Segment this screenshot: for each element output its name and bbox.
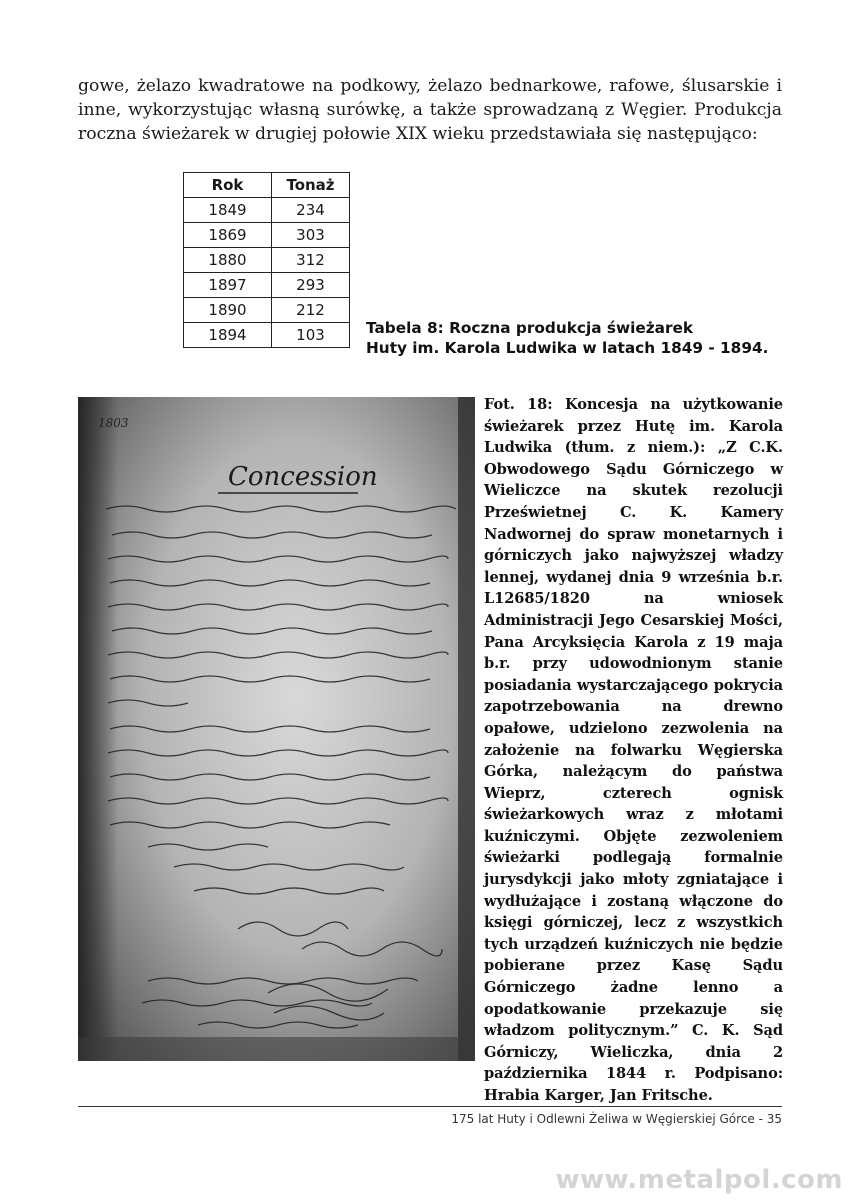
header-year: Rok — [184, 173, 272, 198]
document-scan-image — [78, 397, 475, 1061]
table-caption-line-1: Tabela 8: Roczna produkcja świeżarek — [366, 319, 694, 337]
production-table — [183, 172, 350, 348]
table-row — [184, 198, 350, 223]
cell-year: 1869 — [184, 223, 272, 248]
photo-caption: Fot. 18: Koncesja na użytkowanie świeżarek przez Hutę im. Karola Ludwika (tłum. z niem.): „Z C.K. Obwodowego Sądu Górniczego w Wieliczce na skutek rezolucji Prześwietnej C. K. Kamery Nadwornej do spraw monetarnych i górniczych jako najwyższej władzy lennej, wydanej dnia 9 września b.r. L12685/1820 na wniosek Administracji Jego Cesarskiej Mości, Pana Arcyksięcia Karola z 19 maja b.r. przy udowodnionym stanie posiadania wystarczającego pokrycia zapotrzebowania na drewno opałowe, udzielono zezwolenia na założenie na folwarku Węgierska Górka, należącym do państwa Wieprz, czterech ognisk świeżarkowych wraz z młotami kuźniczymi. Objęte zezwoleniem świeżarki podlegają formalnie jurysdykcji jako młoty zgniatające i wydłużające i zostaną włączone do księgi górniczej, lecz z wszystkich tych urządzeń kuźniczych nie będzie pobierane przez Kasę Sądu Górniczego żadne lenno a opodatkowanie przekazuje się władzom politycznym.” C. K. Sąd Górniczy, Wieliczka, dnia 2 października 1844 r. Podpisano: Hrabia Karger, Jan Fritsche. — [484, 396, 783, 1104]
cell-year: 1880 — [184, 248, 272, 273]
cell-tonnage: 103 — [272, 323, 350, 348]
cell-tonnage: 293 — [272, 273, 350, 298]
cell-year: 1890 — [184, 298, 272, 323]
table-row — [184, 223, 350, 248]
table-header-row — [184, 173, 350, 198]
header-tonnage: Tonaż — [272, 173, 350, 198]
table-row — [184, 323, 350, 348]
footer-divider — [78, 1106, 782, 1107]
intro-paragraph: gowe, żelazo kwadratowe na podkowy, żelazo bednarkowe, rafowe, ślusarskie i inne, wykorzystując własną surówkę, a także sprowadzaną z Węgier. Produkcja roczna świeżarek w drugiej połowie XIX wieku przedstawiała się następująco: — [78, 76, 782, 144]
corner-mark: 1803 — [98, 416, 129, 430]
cell-year: 1894 — [184, 323, 272, 348]
cell-year: 1849 — [184, 198, 272, 223]
concession-document-photo — [78, 397, 475, 1061]
page-footer: 175 lat Huty i Odlewni Żeliwa w Węgierskiej Górce - 35 — [451, 1112, 782, 1126]
cell-tonnage: 312 — [272, 248, 350, 273]
table-row — [184, 248, 350, 273]
cell-year: 1897 — [184, 273, 272, 298]
watermark: www.metalpol.com — [555, 1165, 843, 1195]
table-row — [184, 273, 350, 298]
table-caption-line-2: Huty im. Karola Ludwika w latach 1849 - 1894. — [366, 339, 769, 357]
table-caption — [366, 318, 786, 358]
cell-tonnage: 212 — [272, 298, 350, 323]
table-row — [184, 298, 350, 323]
cell-tonnage: 303 — [272, 223, 350, 248]
cell-tonnage: 234 — [272, 198, 350, 223]
document-title: Concession — [228, 462, 378, 492]
